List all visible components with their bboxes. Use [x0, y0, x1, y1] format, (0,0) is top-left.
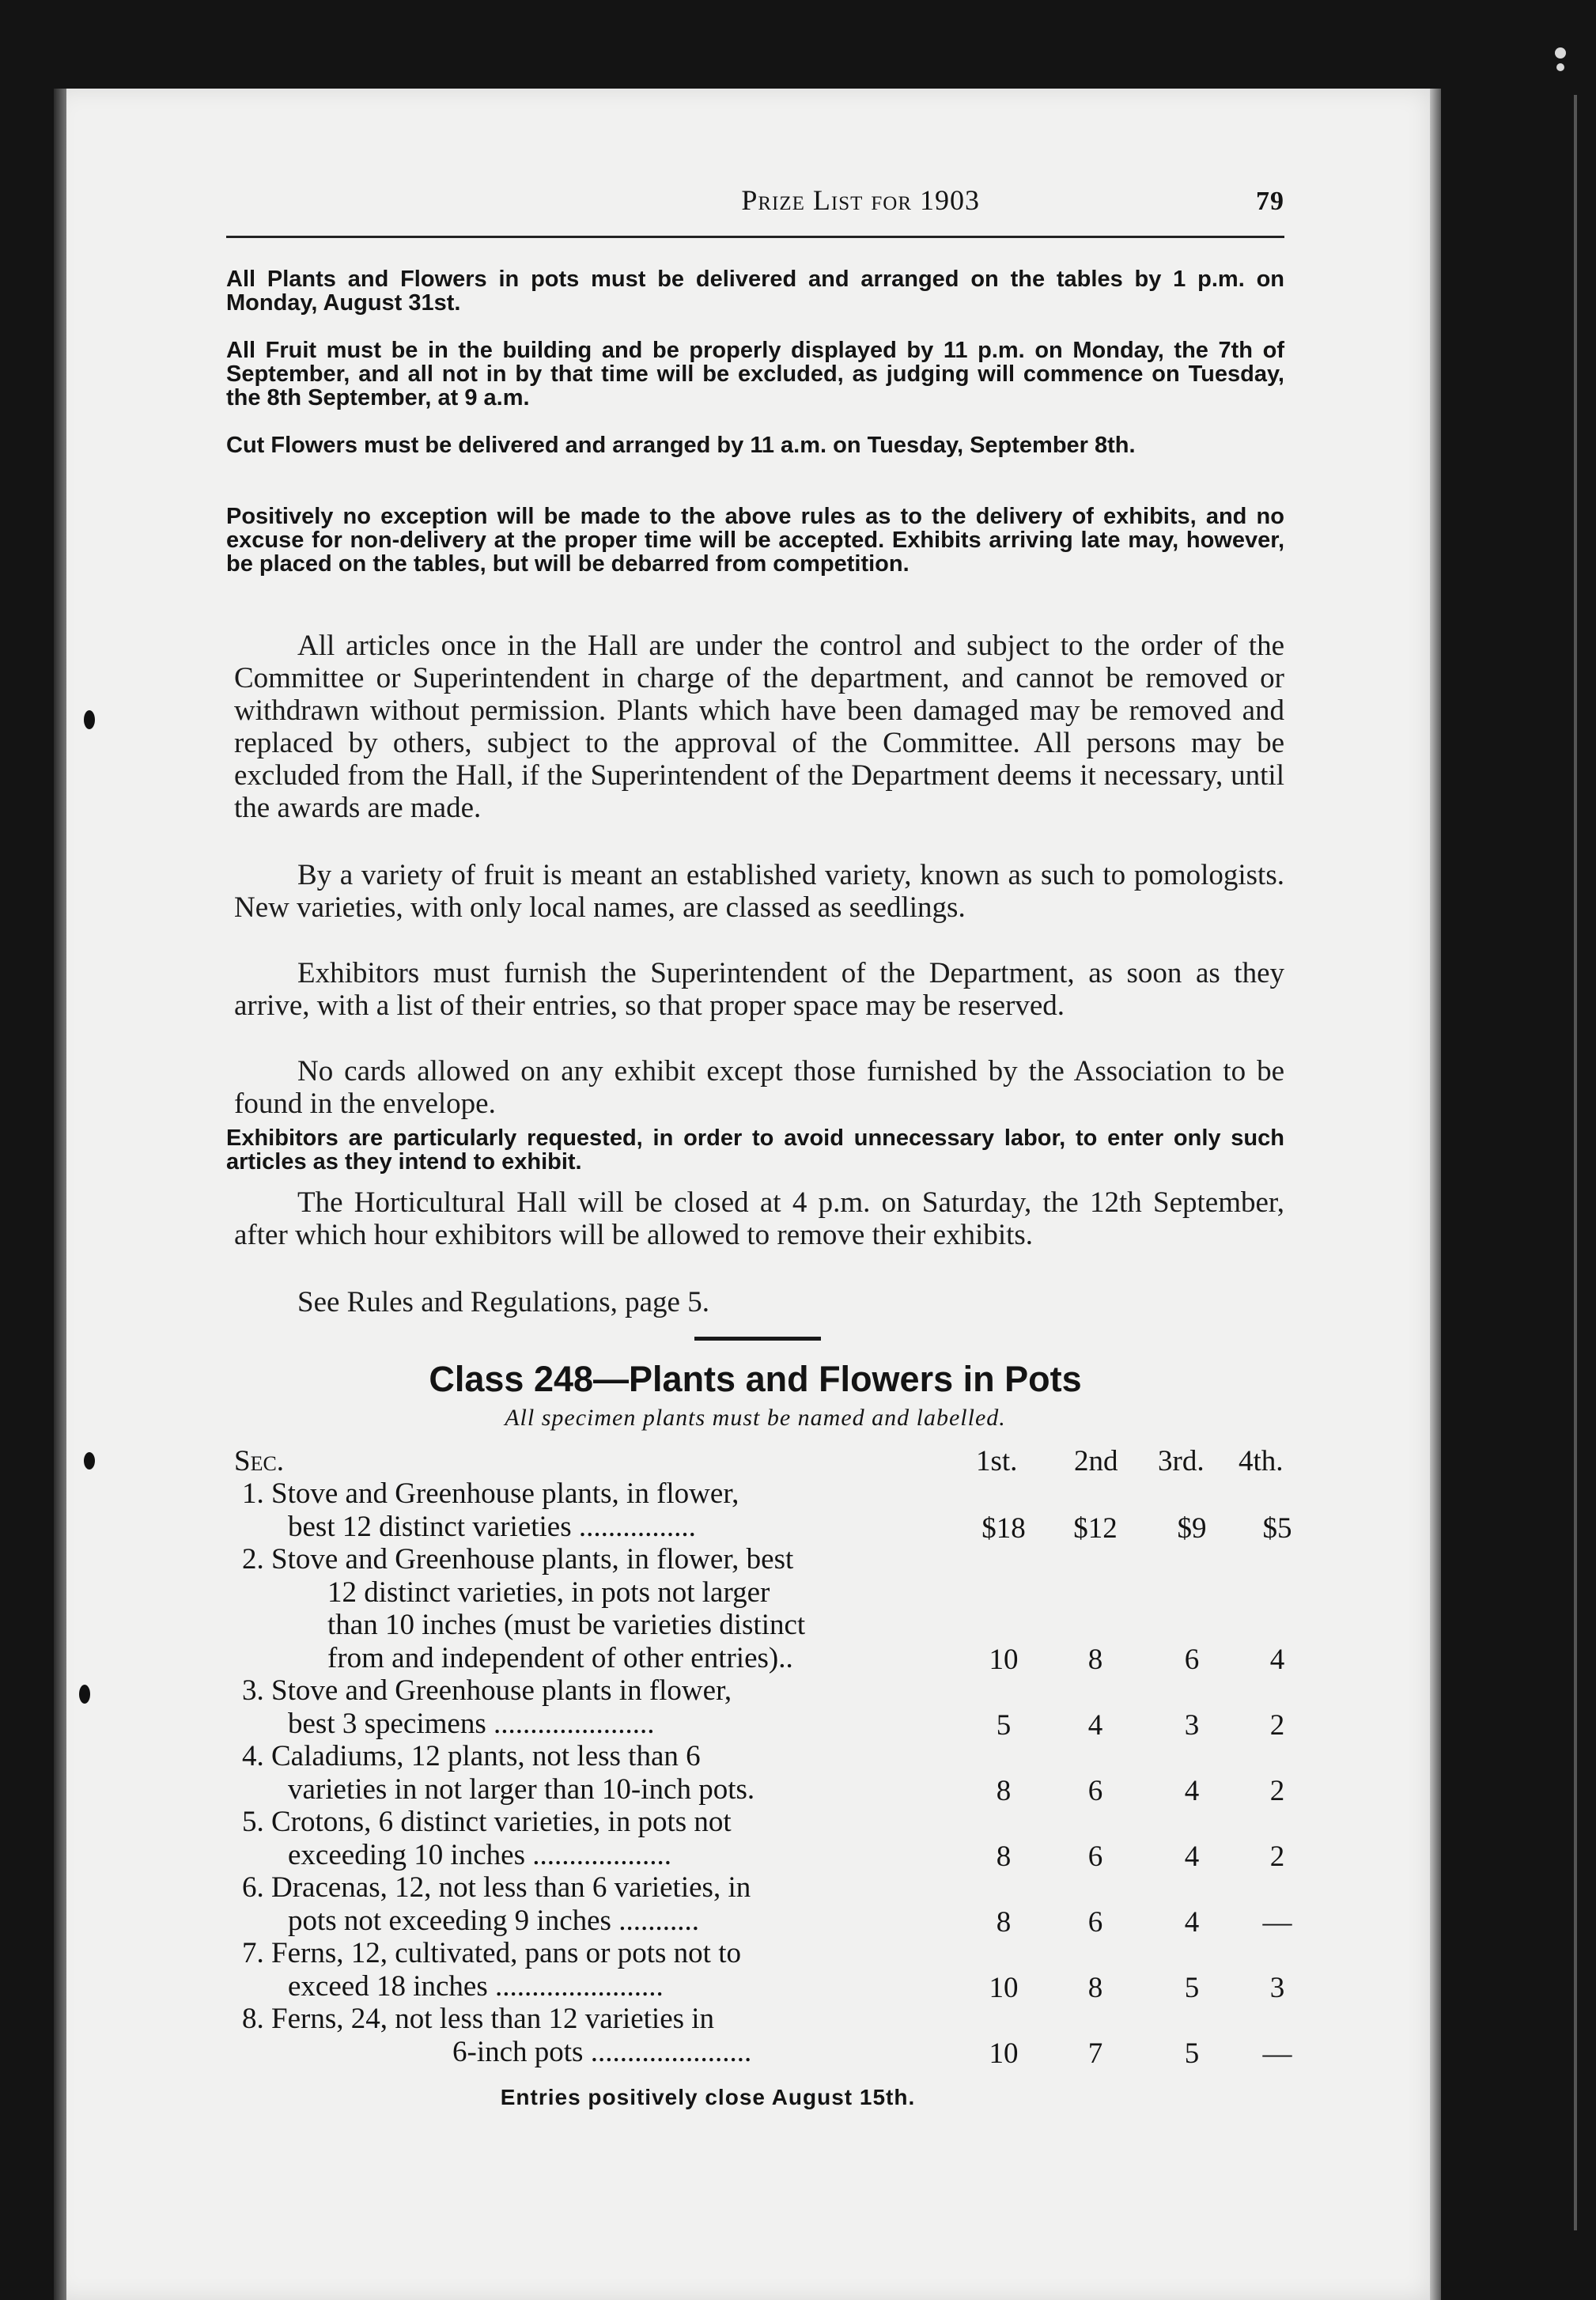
prize-4: 2 — [1269, 1708, 1285, 1742]
prize-1: 10 — [989, 2037, 1019, 2070]
section-description-continued: exceeding 10 inches ................... — [288, 1838, 671, 1871]
prize-3: 3 — [1184, 1708, 1200, 1742]
page-number: 79 — [1256, 187, 1284, 216]
prize-2: 6 — [1087, 1905, 1103, 1939]
class-title: Class 248—Plants and Flowers in Pots — [429, 1359, 1082, 1399]
rule-labor: Exhibitors are particularly requested, in order to avoid unnecessary labor, to enter only such articles as they intend to exhibit. — [226, 1125, 1284, 1175]
running-head — [427, 183, 1284, 217]
prize-3: 5 — [1184, 2037, 1200, 2070]
prize-3: 4 — [1184, 1905, 1200, 1939]
section-description-continued: 12 distinct varieties, in pots not larger — [327, 1576, 770, 1609]
section-description: 1. Stove and Greenhouse plants, in flower, — [242, 1477, 739, 1510]
section-description-continued: best 12 distinct varieties ................ — [288, 1510, 696, 1543]
page-edge — [1430, 89, 1441, 2300]
prize-1: 10 — [989, 1643, 1019, 1676]
prize-1: 8 — [996, 1774, 1012, 1807]
prize-2: $12 — [1073, 1511, 1118, 1545]
prize-4: 3 — [1269, 1971, 1285, 2004]
section-description-continued: than 10 inches (must be varieties distinct — [327, 1609, 806, 1641]
prize-4: 2 — [1269, 1840, 1285, 1873]
prize-1: 8 — [996, 1840, 1012, 1873]
column-3rd: 3rd. — [1158, 1445, 1205, 1477]
entries-close-notice: Entries positively close August 15th. — [500, 2085, 916, 2109]
section-description-continued: varieties in not larger than 10-inch pots. — [288, 1772, 755, 1806]
section-description-continued: 6-inch pots ...................... — [452, 2035, 752, 2068]
prize-4: — — [1262, 2037, 1292, 2070]
prize-1: 5 — [996, 1708, 1012, 1742]
section-description: 6. Dracenas, 12, not less than 6 varieties, in — [242, 1871, 751, 1904]
section-description: 5. Crotons, 6 distinct varieties, in pots not — [242, 1806, 732, 1838]
section-description-continued: pots not exceeding 9 inches ........... — [288, 1904, 699, 1937]
section-description: 4. Caladiums, 12 plants, not less than 6 — [242, 1740, 701, 1772]
rule-fruit-delivery: All Fruit must be in the building and be properly displayed by 11 p.m. on Monday, the 7th of September, and all not in by that time will be excluded, as judging will commence on Tuesday, the 8th September, at 9 a.m. — [226, 338, 1284, 410]
section-divider — [694, 1337, 821, 1341]
column-sec: Sec. — [234, 1445, 285, 1477]
section-description: 7. Ferns, 12, cultivated, pans or pots not to — [242, 1937, 741, 1969]
prize-3: 5 — [1184, 1971, 1200, 2004]
film-edge-line — [1574, 95, 1577, 2230]
rule-plants-delivery: All Plants and Flowers in pots must be delivered and arranged on the tables by 1 p.m. on Monday, August 31st. — [226, 267, 1284, 316]
prize-3: $9 — [1177, 1511, 1207, 1545]
column-4th: 4th. — [1239, 1445, 1284, 1477]
paragraph-see-rules: See Rules and Regulations, page 5. — [297, 1286, 709, 1318]
prize-4: 4 — [1269, 1643, 1285, 1676]
prize-1: 10 — [989, 1971, 1019, 2004]
prize-3: 4 — [1184, 1774, 1200, 1807]
class-subtitle: All specimen plants must be named and labelled. — [505, 1405, 1006, 1431]
rule-cut-flowers: Cut Flowers must be delivered and arranged by 11 a.m. on Tuesday, September 8th. — [226, 433, 1136, 458]
paragraph-entries-list: Exhibitors must furnish the Superintendent of the Department, as soon as they arrive, with a list of their entries, so that proper space may be reserved. — [234, 957, 1284, 1022]
prize-1: 8 — [996, 1905, 1012, 1939]
page-spine-shadow — [54, 89, 66, 2300]
paragraph-cards: No cards allowed on any exhibit except those furnished by the Association to be found in the envelope. — [234, 1055, 1284, 1120]
prize-4: — — [1262, 1905, 1292, 1939]
column-2nd: 2nd — [1074, 1445, 1118, 1477]
prize-2: 6 — [1087, 1774, 1103, 1807]
prize-2: 4 — [1087, 1708, 1103, 1742]
prize-3: 6 — [1184, 1643, 1200, 1676]
paragraph-hall-closed: The Horticultural Hall will be closed at 4 p.m. on Saturday, the 12th September, after which hour exhibitors will be allowed to remove their exhibits. — [234, 1186, 1284, 1251]
section-description-continued: exceed 18 inches ....................... — [288, 1969, 664, 2003]
section-description-continued: best 3 specimens ...................... — [288, 1707, 655, 1740]
paragraph-hall-control: All articles once in the Hall are under the control and subject to the order of the Committee or Superintendent in charge of the department, and cannot be removed or withdrawn without permission. Plants which have been damaged may be removed and replaced by others, subject to the approval of the Committee. All persons may be excluded from the Hall, if the Superintendent of the Department deems it necessary, until the awards are made. — [234, 630, 1284, 824]
prize-4: 2 — [1269, 1774, 1285, 1807]
section-description: 3. Stove and Greenhouse plants in flower, — [242, 1674, 732, 1707]
rule-no-exception: Positively no exception will be made to the above rules as to the delivery of exhibits, and no excuse for non-delivery at the proper time will be accepted. Exhibits arriving late may, however, be placed on the tables, but will be debarred from competition. — [226, 504, 1284, 577]
binding-dot — [84, 710, 95, 729]
section-description-continued: from and independent of other entries).. — [327, 1641, 793, 1674]
film-hole — [1555, 47, 1566, 59]
prize-3: 4 — [1184, 1840, 1200, 1873]
prize-2: 8 — [1087, 1643, 1103, 1676]
binding-dot — [79, 1685, 90, 1704]
section-description: 2. Stove and Greenhouse plants, in flower, best — [242, 1543, 794, 1576]
prize-4: $5 — [1262, 1511, 1292, 1545]
paragraph-variety: By a variety of fruit is meant an established variety, known as such to pomologists. New varieties, with only local names, are classed as seedlings. — [234, 859, 1284, 924]
column-1st: 1st. — [976, 1445, 1018, 1477]
header-rule — [226, 236, 1284, 238]
prize-2: 8 — [1087, 1971, 1103, 2004]
film-hole — [1556, 63, 1564, 71]
running-head-title: Prize List for 1903 — [741, 184, 980, 216]
binding-dot — [84, 1452, 95, 1470]
section-description: 8. Ferns, 24, not less than 12 varieties in — [242, 2003, 715, 2035]
prize-2: 6 — [1087, 1840, 1103, 1873]
prize-2: 7 — [1087, 2037, 1103, 2070]
prize-1: $18 — [981, 1511, 1026, 1545]
